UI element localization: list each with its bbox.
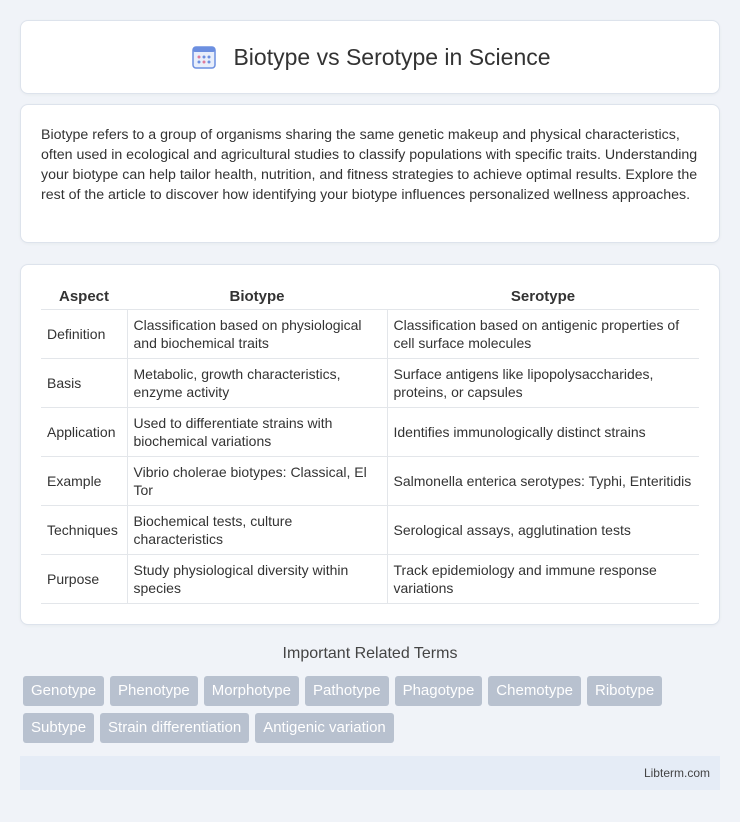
comparison-table-card (20, 264, 720, 625)
cell-aspect: Purpose (41, 554, 127, 603)
cell-biotype: Biochemical tests, culture characteristics (127, 505, 387, 554)
cell-serotype: Surface antigens like lipopolysaccharides, proteins, or capsules (387, 358, 699, 407)
table-header-row (41, 285, 699, 309)
table-row (41, 358, 699, 407)
tag-phenotype[interactable]: Phenotype (110, 676, 198, 706)
cell-serotype: Identifies immunologically distinct strains (387, 407, 699, 456)
table-row (41, 309, 699, 358)
cell-serotype: Classification based on antigenic properties of cell surface molecules (387, 309, 699, 358)
cell-aspect: Example (41, 456, 127, 505)
table-row (41, 554, 699, 603)
footer-brand-link[interactable]: Libterm.com (643, 765, 710, 780)
header-biotype: Biotype (127, 285, 387, 309)
cell-aspect: Basis (41, 358, 127, 407)
cell-serotype: Track epidemiology and immune response variations (387, 554, 699, 603)
tag-chemotype[interactable]: Chemotype (488, 676, 581, 706)
cell-biotype: Used to differentiate strains with biochemical variations (127, 407, 387, 456)
comparison-table (41, 285, 699, 604)
tag-phagotype[interactable]: Phagotype (395, 676, 483, 706)
tag-pathotype[interactable]: Pathotype (305, 676, 389, 706)
cell-serotype: Salmonella enterica serotypes: Typhi, Enteritidis (387, 456, 699, 505)
intro-card (20, 104, 720, 243)
cell-aspect: Application (41, 407, 127, 456)
table-row (41, 407, 699, 456)
page-header (20, 20, 720, 94)
related-terms-tags (20, 676, 720, 743)
table-row (41, 505, 699, 554)
tag-ribotype[interactable]: Ribotype (587, 676, 662, 706)
tag-strain-differentiation[interactable]: Strain differentiation (100, 713, 249, 743)
intro-text: Biotype refers to a group of organisms sharing the same genetic makeup and physical characteristics, often used in ecological and agricultural studies to classify populations with specific traits. Understanding your biotype can help tailor health, nutrition, and fitness strategies to achieve optimal results. Explore the rest of the article to discover how identifying your biotype influences personalized wellness approaches. (41, 127, 698, 203)
header-serotype: Serotype (387, 285, 699, 309)
tag-subtype[interactable]: Subtype (23, 713, 94, 743)
cell-biotype: Classification based on physiological and biochemical traits (127, 309, 387, 358)
table-row (41, 456, 699, 505)
page-title: Biotype vs Serotype in Science (233, 43, 551, 70)
header-aspect: Aspect (41, 285, 127, 309)
footer (20, 756, 720, 790)
tag-genotype[interactable]: Genotype (23, 676, 104, 706)
cell-aspect: Techniques (41, 505, 127, 554)
related-terms-title: Important Related Terms (282, 644, 458, 662)
cell-biotype: Vibrio cholerae biotypes: Classical, El Tor (127, 456, 387, 505)
tag-antigenic-variation[interactable]: Antigenic variation (255, 713, 394, 743)
calendar-grid-icon (189, 42, 219, 72)
tag-morphotype[interactable]: Morphotype (204, 676, 299, 706)
cell-biotype: Study physiological diversity within species (127, 554, 387, 603)
cell-biotype: Metabolic, growth characteristics, enzyme activity (127, 358, 387, 407)
cell-aspect: Definition (41, 309, 127, 358)
cell-serotype: Serological assays, agglutination tests (387, 505, 699, 554)
